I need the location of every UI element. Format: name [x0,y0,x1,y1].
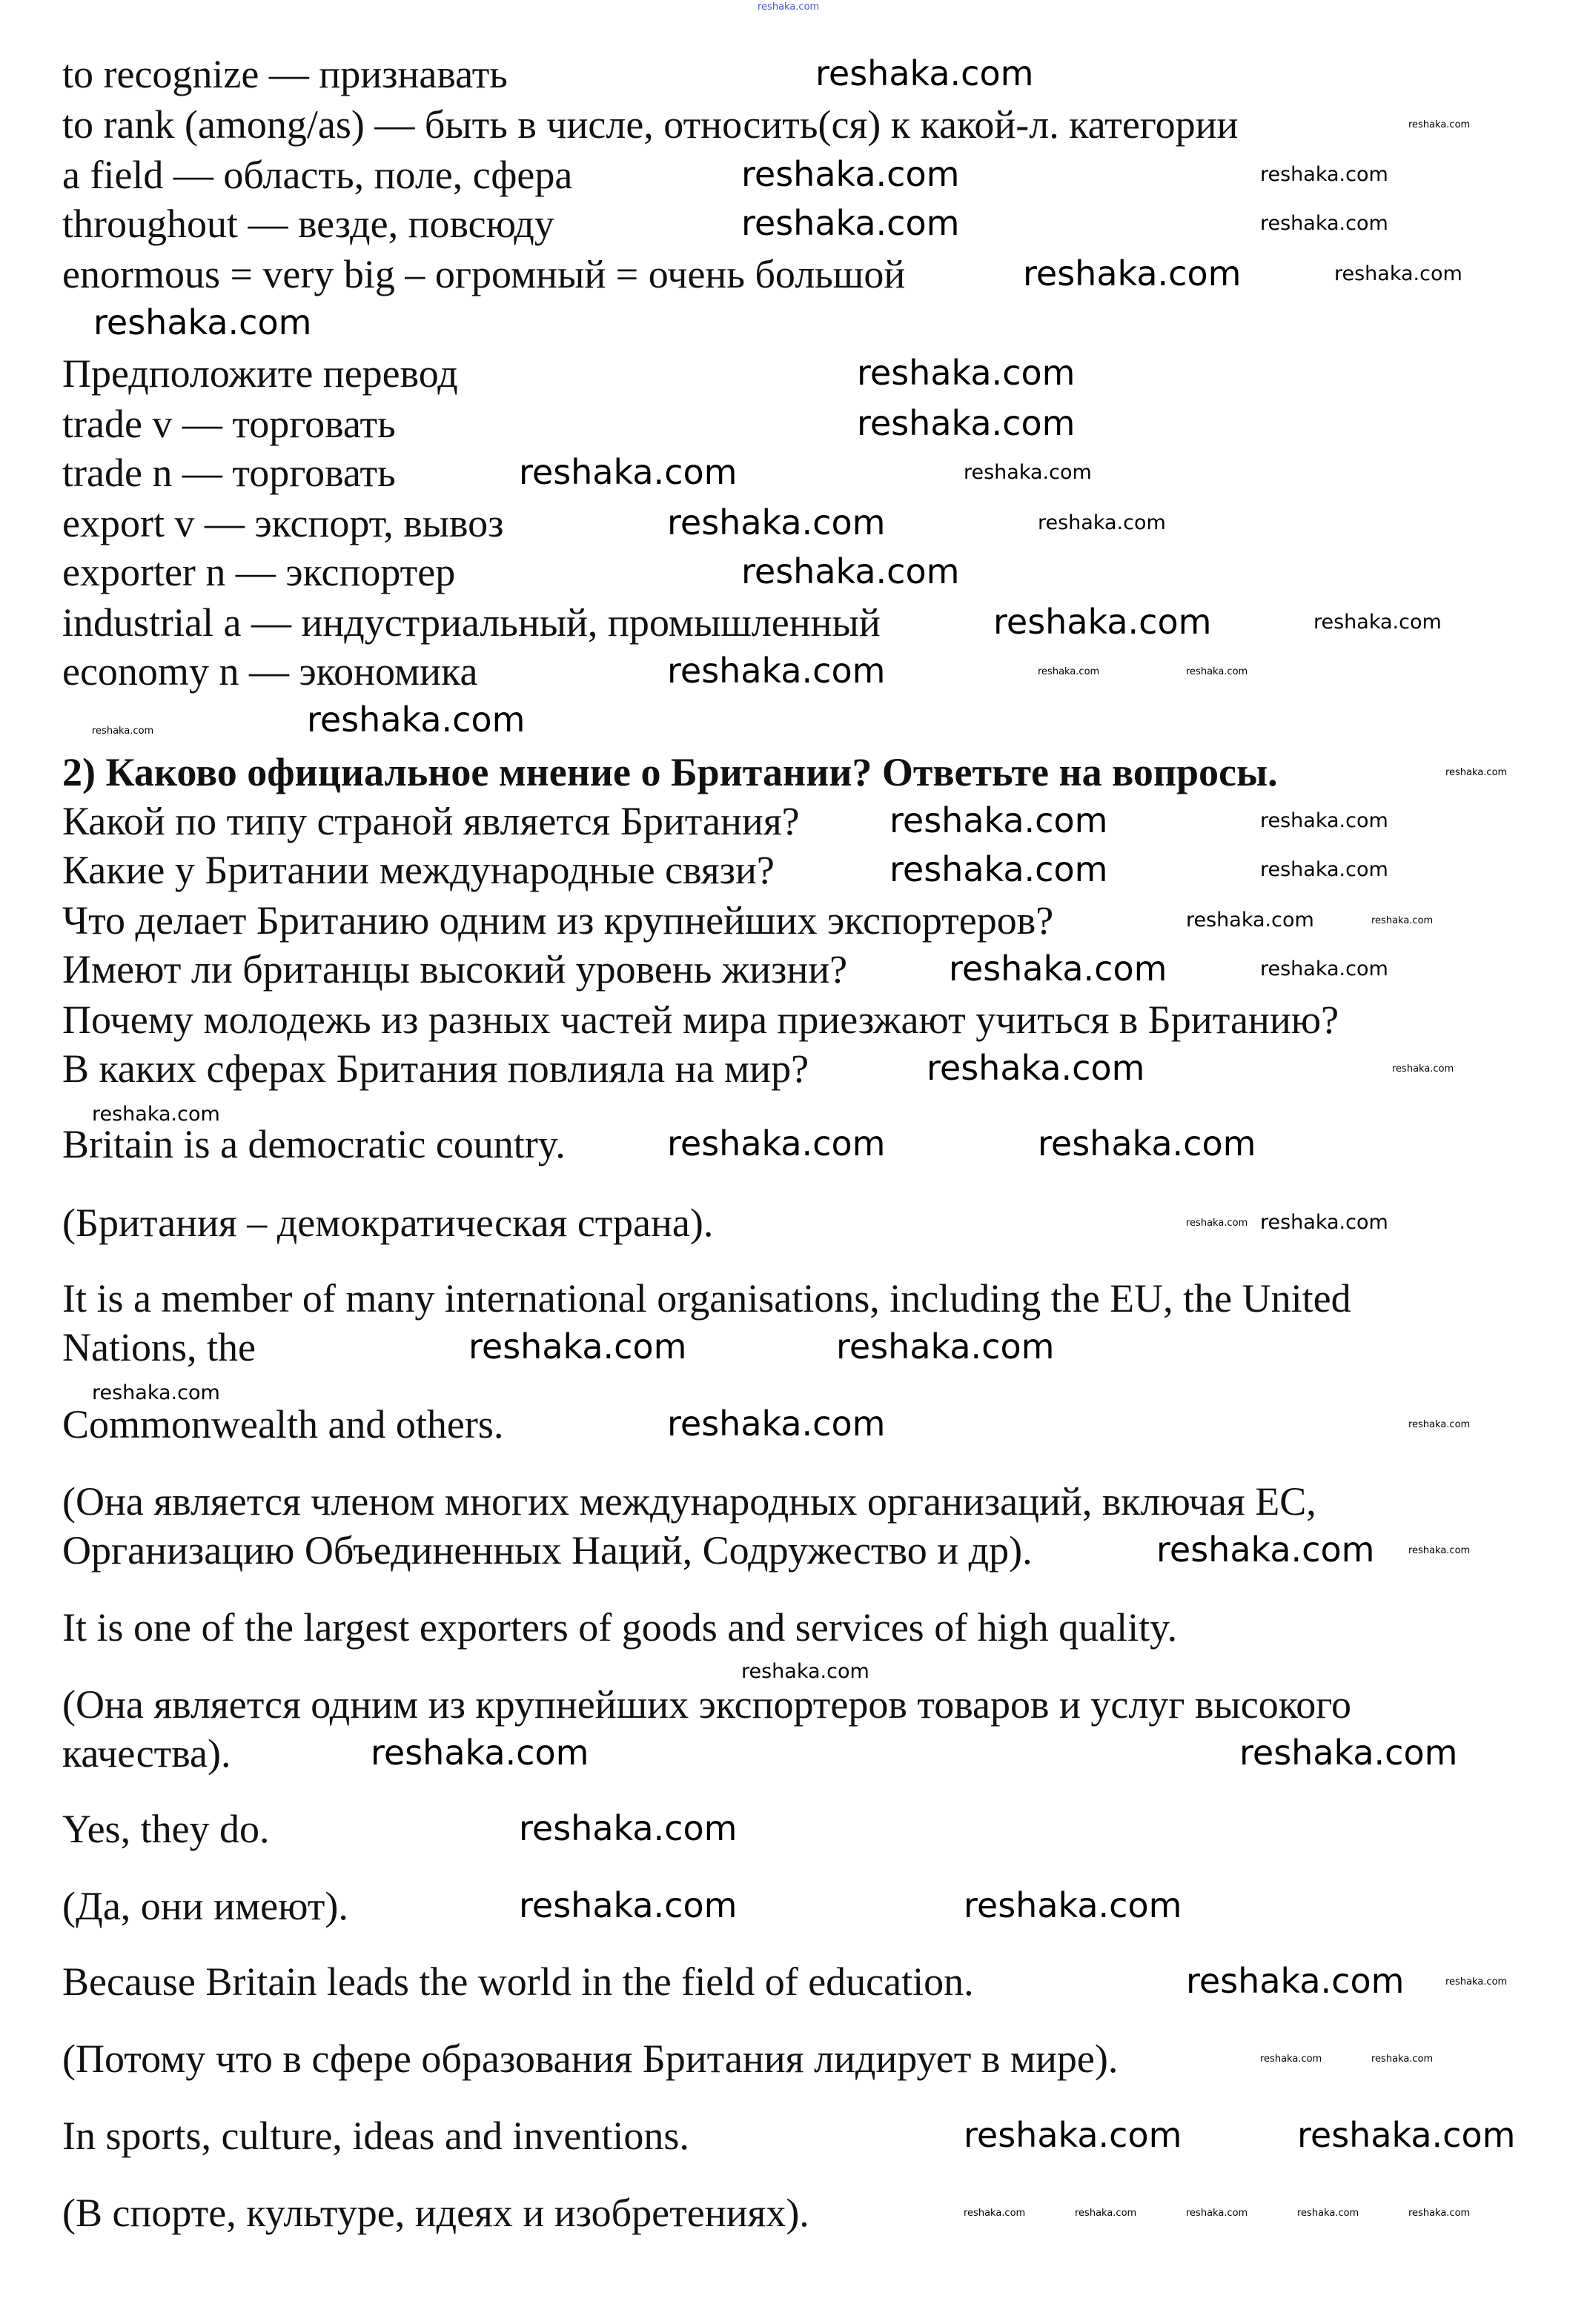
vocab-line: to recognize — признавать [62,52,508,96]
watermark: reshaka.com [927,1048,1145,1088]
watermark: reshaka.com [1297,2115,1516,2155]
watermark: reshaka.com [1075,2208,1137,2219]
answer-line: Because Britain leads the world in the field of education. [62,1959,974,2004]
answer-line: It is a member of many international organisations, including the EU, the United [62,1276,1351,1321]
question: Что делает Британию одним из крупнейших экспортеров? [62,898,1054,943]
watermark: reshaka.com [92,1103,220,1126]
guess-item: economy n — экономика [62,649,478,694]
watermark: reshaka.com [741,551,960,591]
vocab-line: throughout — везде, повсюду [62,202,554,246]
watermark: reshaka.com [741,203,960,243]
answer-line: Commonwealth and others. [62,1402,504,1447]
question: Почему молодежь из разных частей мира приезжают учиться в Британию? [62,997,1339,1042]
answer-line: (Она является членом многих международных организаций, включая ЕС, [62,1479,1316,1524]
watermark: reshaka.com [889,800,1108,840]
watermark: reshaka.com [1408,2208,1471,2219]
task2-heading: 2) Каково официальное мнение о Британии? Ответьте на вопросы. [62,750,1278,794]
answer-line: In sports, culture, ideas and inventions. [62,2114,689,2158]
answer-line: (Она является одним из крупнейших экспортеров товаров и услуг высокого [62,1682,1351,1727]
watermark: reshaka.com [92,1381,220,1404]
watermark: reshaka.com [836,1327,1055,1367]
vocab-line: a field — область, поле, сфера [62,153,573,197]
watermark: reshaka.com [93,302,312,342]
watermark: reshaka.com [1260,1211,1388,1234]
watermark: reshaka.com [1260,2054,1322,2065]
answer-line: Britain is a democratic country. [62,1122,566,1166]
watermark: reshaka.com [1038,1123,1256,1163]
watermark: reshaka.com [519,1808,738,1848]
watermark: reshaka.com [1260,809,1388,832]
answer-line: (Да, они имеют). [62,1884,348,1928]
answer-line: (Британия – демократическая страна). [62,1201,714,1245]
watermark: reshaka.com [92,726,154,737]
watermark: reshaka.com [1260,957,1388,980]
watermark: reshaka.com [949,949,1167,989]
watermark: reshaka.com [889,849,1108,889]
watermark: reshaka.com [857,403,1076,443]
answer-line: (Потому что в сфере образования Британия лидирует в мире). [62,2036,1119,2081]
answer-line: It is one of the largest exporters of goods and services of high quality. [62,1605,1178,1650]
guess-item: export v — экспорт, вывоз [62,501,504,545]
watermark: reshaka.com [1260,212,1388,235]
watermark: reshaka.com [1186,1961,1405,2001]
watermark: reshaka.com [307,700,526,740]
watermark: reshaka.com [1371,915,1434,926]
watermark: reshaka.com [468,1327,687,1367]
watermark: reshaka.com [1445,1976,1508,1988]
watermark: reshaka.com [993,602,1212,642]
watermark: reshaka.com [1371,2054,1434,2065]
watermark: reshaka.com [1408,1419,1471,1430]
watermark: reshaka.com [1297,2208,1359,2219]
watermark: reshaka.com [741,1660,869,1683]
watermark: reshaka.com [1186,2208,1248,2219]
watermark: reshaka.com [1186,909,1314,932]
watermark: reshaka.com [1023,253,1242,293]
guess-title: Предположите перевод [62,351,458,396]
watermark: reshaka.com [1038,666,1100,677]
watermark: reshaka.com [1186,1218,1248,1229]
watermark: reshaka.com [667,1123,886,1163]
guess-item: exporter n — экспортер [62,550,456,594]
watermark: reshaka.com [964,2115,1182,2155]
answer-line: Nations, the [62,1325,256,1370]
answer-line: Организацию Объединенных Наций, Содружество и др). [62,1528,1033,1573]
guess-item: trade n — торговать [62,451,396,495]
top-watermark: reshaka.com [758,1,820,13]
watermark: reshaka.com [1313,611,1442,634]
answer-line: качества). [62,1731,231,1776]
watermark: reshaka.com [815,53,1034,93]
watermark: reshaka.com [1408,119,1471,130]
watermark: reshaka.com [1239,1733,1458,1773]
question: Какой по типу страной является Британия? [62,799,800,843]
question: Какие у Британии международные связи? [62,848,775,892]
watermark: reshaka.com [964,1885,1182,1925]
watermark: reshaka.com [519,1885,738,1925]
watermark: reshaka.com [371,1733,589,1773]
answer-line: Yes, they do. [62,1807,270,1851]
watermark: reshaka.com [1156,1530,1375,1570]
watermark: reshaka.com [1392,1063,1454,1075]
watermark: reshaka.com [1186,666,1248,677]
watermark: reshaka.com [964,2208,1026,2219]
guess-item: industrial a — индустриальный, промышленный [62,600,881,645]
watermark: reshaka.com [1260,858,1388,881]
watermark: reshaka.com [667,502,886,542]
watermark: reshaka.com [857,353,1076,393]
question: В каких сферах Британия повлияла на мир? [62,1046,809,1091]
answer-line: (В спорте, культуре, идеях и изобретениях). [62,2191,809,2235]
watermark: reshaka.com [1445,767,1508,778]
watermark: reshaka.com [964,461,1092,484]
watermark: reshaka.com [519,452,738,492]
watermark: reshaka.com [667,1404,886,1444]
vocab-line: enormous = very big – огромный = очень большой [62,252,906,296]
vocab-line: to rank (among/as) — быть в числе, относить(ся) к какой-л. категории [62,102,1239,147]
watermark: reshaka.com [1260,163,1388,186]
watermark: reshaka.com [1334,262,1462,285]
watermark: reshaka.com [1408,1545,1471,1556]
watermark: reshaka.com [1038,511,1166,534]
watermark: reshaka.com [741,154,960,194]
watermark: reshaka.com [667,651,886,691]
guess-item: trade v — торговать [62,402,396,446]
question: Имеют ли британцы высокий уровень жизни? [62,947,848,992]
